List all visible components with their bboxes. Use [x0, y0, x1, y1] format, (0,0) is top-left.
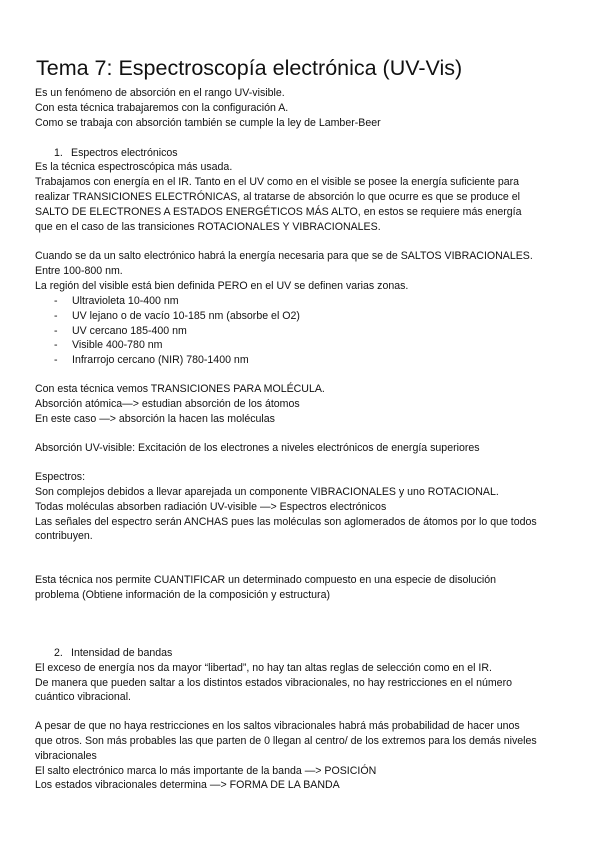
list-item-text: UV cercano 185-400 nm [72, 325, 187, 337]
paragraph-line: que otros. Son más probables las que parten de 0 llegan al centro/ de los extremos para los demás niveles [35, 735, 537, 747]
paragraph-line: Espectros: [35, 471, 86, 483]
paragraph-line: A pesar de que no haya restricciones en los saltos vibracionales habrá más probabilidad de hacer unos [35, 720, 520, 732]
paragraph-line: Cuando se da un salto electrónico habrá la energía necesaria para que se de SALTOS VIBRACIONALES. [35, 250, 533, 262]
bullet-dash: - [54, 339, 58, 351]
paragraph-line: Las señales del espectro serán ANCHAS pues las moléculas son aglomerados de átomos por lo que todos [35, 516, 537, 528]
paragraph-line: Los estados vibracionales determina —> FORMA DE LA BANDA [35, 779, 340, 791]
section-number: 2. [54, 647, 63, 659]
intro-line: Con esta técnica trabajaremos con la configuración A. [35, 102, 289, 114]
section-heading-intensidad [54, 646, 172, 661]
paragraph-line: Todas moléculas absorben radiación UV-visible —> Espectros electrónicos [35, 501, 387, 513]
paragraph-line: problema (Obtiene información de la composición y estructura) [35, 589, 330, 601]
paragraph-line: vibracionales [35, 750, 97, 762]
paragraph-line: Son complejos debidos a llevar aparejada un componente VIBRACIONALES y uno ROTACIONAL. [35, 486, 499, 498]
list-item [54, 294, 179, 309]
list-item [54, 338, 163, 353]
list-item [54, 324, 187, 339]
bullet-dash: - [54, 295, 58, 307]
paragraph-line: contribuyen. [35, 530, 93, 542]
paragraph-line: El exceso de energía nos da mayor “libertad”, no hay tan altas reglas de selección como en el IR. [35, 662, 492, 674]
bullet-dash: - [54, 354, 58, 366]
paragraph-line: SALTO DE ELECTRONES A ESTADOS ENERGÉTICOS MÁS ALTO, en estos se requiere más energía [35, 206, 522, 218]
paragraph-line: realizar TRANSICIONES ELECTRÓNICAS, al tratarse de absorción lo que ocurre es que se produce el [35, 191, 520, 203]
list-item-text: Infrarrojo cercano (NIR) 780-1400 nm [72, 354, 249, 366]
section-heading-text: Espectros electrónicos [71, 147, 178, 159]
paragraph-line: Absorción atómica—> estudian absorción de los átomos [35, 398, 300, 410]
section-number: 1. [54, 147, 63, 159]
paragraph-line: Esta técnica nos permite CUANTIFICAR un determinado compuesto en una especie de disolución [35, 574, 497, 586]
list-item-text: Visible 400-780 nm [72, 339, 163, 351]
list-item-text: UV lejano o de vacío 10-185 nm (absorbe el O2) [72, 310, 300, 322]
paragraph-line: cuántico vibracional. [35, 691, 131, 703]
list-item-text: Ultravioleta 10-400 nm [72, 295, 179, 307]
paragraph-line: Entre 100-800 nm. [35, 265, 123, 277]
page-title: Tema 7: Espectroscopía electrónica (UV-Vis) [36, 56, 463, 80]
paragraph-line: que en el caso de las transiciones ROTACIONALES Y VIBRACIONALES. [35, 221, 381, 233]
list-item [54, 309, 300, 324]
bullet-dash: - [54, 325, 58, 337]
section-heading-espectros [54, 146, 178, 161]
paragraph-line: Trabajamos con energía en el IR. Tanto en el UV como en el visible se posee la energía suficiente para [35, 176, 520, 188]
paragraph-line: Absorción UV-visible: Excitación de los electrones a niveles electrónicos de energía superiores [35, 442, 480, 454]
paragraph-line: En este caso —> absorción la hacen las moléculas [35, 413, 275, 425]
paragraph-line: De manera que pueden saltar a los distintos estados vibracionales, no hay restricciones en el número [35, 677, 512, 689]
bullet-dash: - [54, 310, 58, 322]
paragraph-line: Es la técnica espectroscópica más usada. [35, 161, 233, 173]
intro-line: Es un fenómeno de absorción en el rango UV-visible. [35, 87, 285, 99]
paragraph-line: La región del visible está bien definida PERO en el UV se definen varias zonas. [35, 280, 409, 292]
list-item [54, 353, 249, 368]
section-heading-text: Intensidad de bandas [71, 647, 173, 659]
intro-line: Como se trabaja con absorción también se cumple la ley de Lamber-Beer [35, 117, 381, 129]
paragraph-line: Con esta técnica vemos TRANSICIONES PARA MOLÉCULA. [35, 383, 325, 395]
paragraph-line: El salto electrónico marca lo más importante de la banda —> POSICIÓN [35, 765, 377, 777]
